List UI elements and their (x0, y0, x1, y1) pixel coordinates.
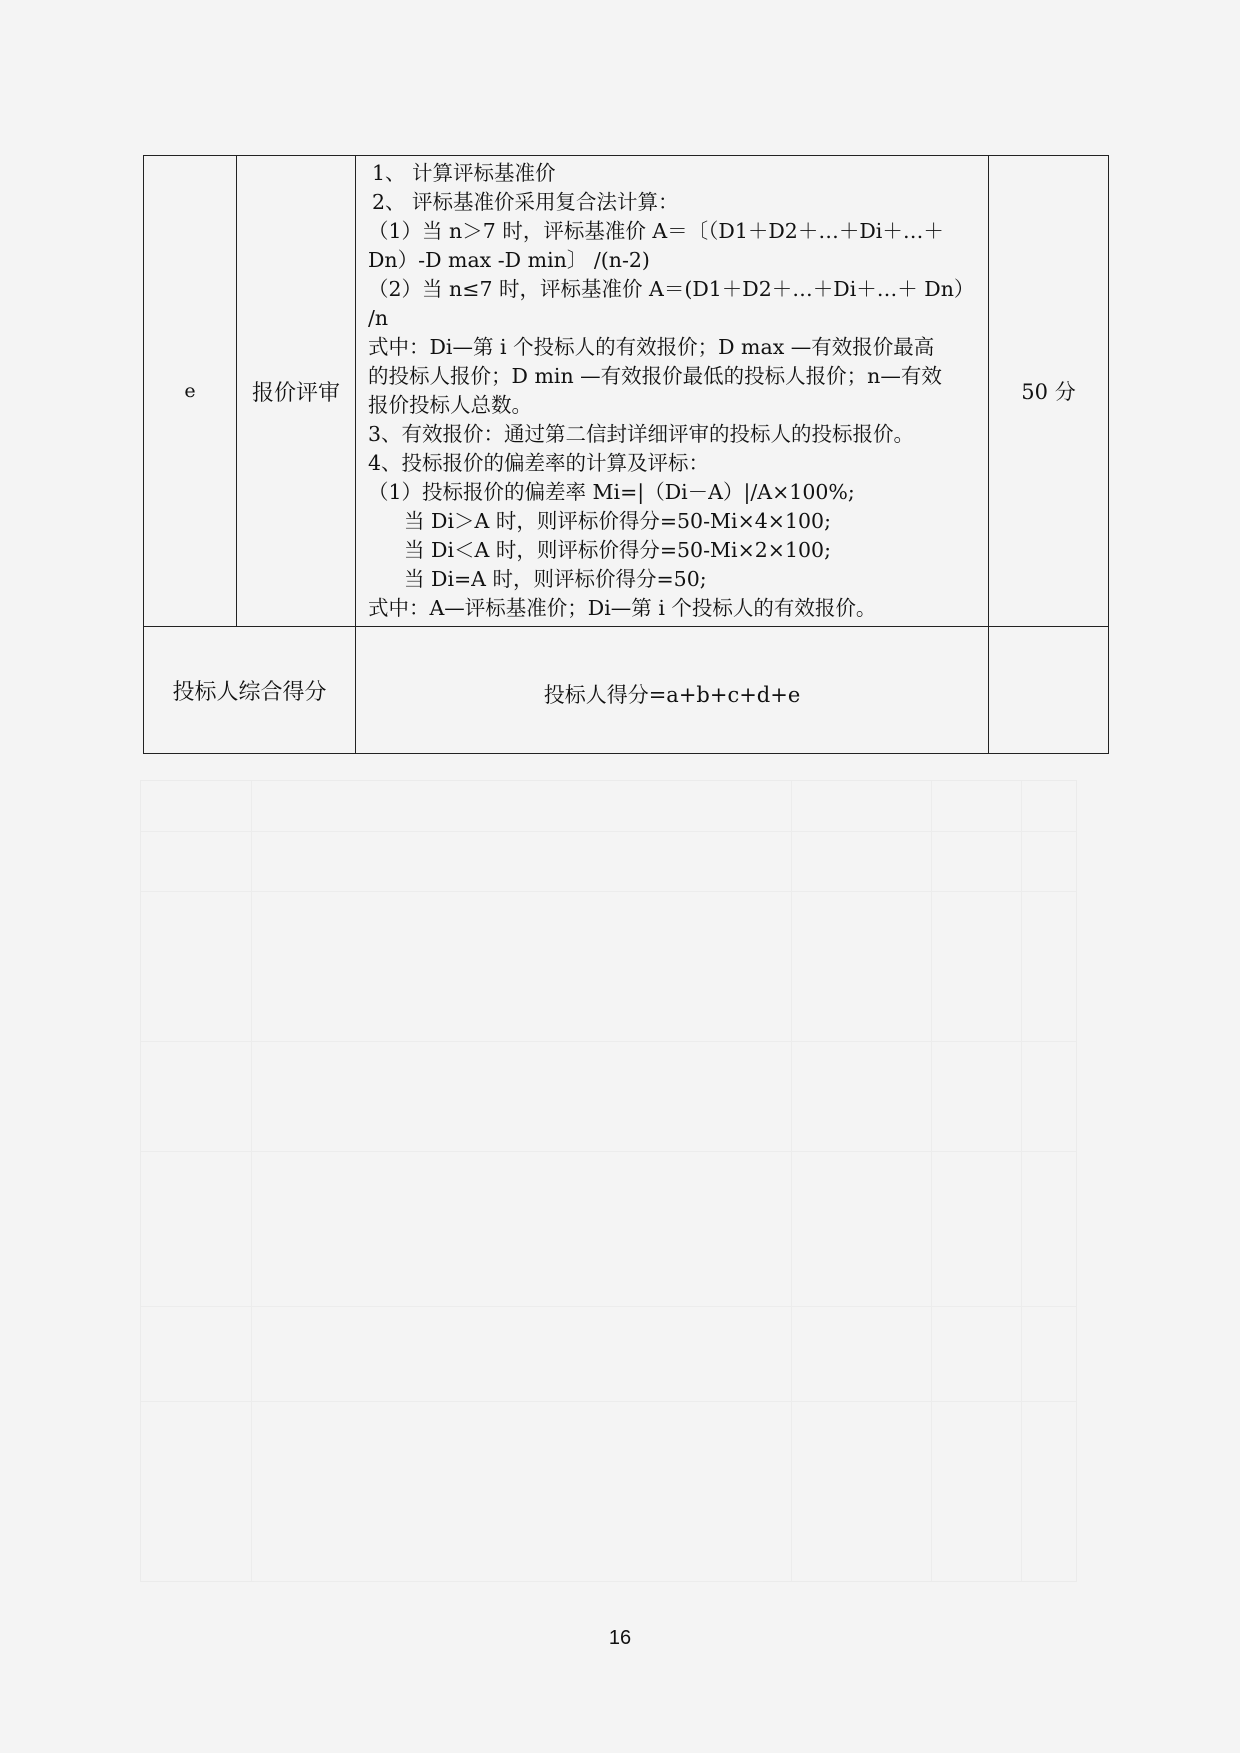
show-through-background (140, 780, 1077, 1582)
detail-line: /n (368, 306, 389, 330)
detail-line: Dn）-D max -D min〕 /(n-2) (368, 248, 650, 272)
total-score-formula: 投标人得分=a+b+c+d+e (356, 627, 989, 754)
page-number: 16 (608, 1627, 632, 1649)
detail-line: 报价投标人总数。 (368, 393, 532, 417)
detail-line: 当 Di＜A 时，则评标价得分=50-Mi×2×100; (404, 538, 831, 562)
detail-line: （1）当 n＞7 时，评标基准价 A＝〔（D1＋D2＋…＋Di＋…＋ (368, 219, 944, 243)
total-score-label: 投标人综合得分 (144, 627, 356, 754)
detail-line: 3、有效报价：通过第二信封详细评审的投标人的投标报价。 (368, 422, 915, 446)
detail-line: 式中：Di—第 i 个投标人的有效报价；D max —有效报价最高 (368, 335, 935, 359)
criterion-detail-cell (356, 156, 989, 627)
detail-line: （1）投标报价的偏差率 Mi=|（Di－A）|/A×100%; (368, 480, 855, 504)
detail-line: 式中：A—评标基准价；Di—第 i 个投标人的有效报价。 (368, 596, 877, 620)
scoring-table (143, 155, 1109, 754)
table-row-e (144, 156, 1109, 627)
detail-line: 2、 评标基准价采用复合法计算： (372, 190, 679, 214)
score-cell: 50 分 (989, 156, 1109, 627)
detail-line: 当 Di＞A 时，则评标价得分=50-Mi×4×100; (404, 509, 831, 533)
detail-line: 当 Di=A 时，则评标价得分=50; (404, 567, 707, 591)
criterion-name-cell: 报价评审 (237, 156, 356, 627)
detail-line: （2）当 n≤7 时，评标基准价 A＝(D1＋D2＋…＋Di＋…＋ Dn） (368, 277, 975, 301)
row-number-cell: e (144, 156, 237, 627)
detail-line: 4、投标报价的偏差率的计算及评标： (368, 451, 710, 475)
table-row-total (144, 627, 1109, 754)
total-score-value-cell (989, 627, 1109, 754)
detail-line: 的投标人报价；D min —有效报价最低的投标人报价；n—有效 (368, 364, 942, 388)
detail-line: 1、 计算评标基准价 (372, 161, 556, 185)
